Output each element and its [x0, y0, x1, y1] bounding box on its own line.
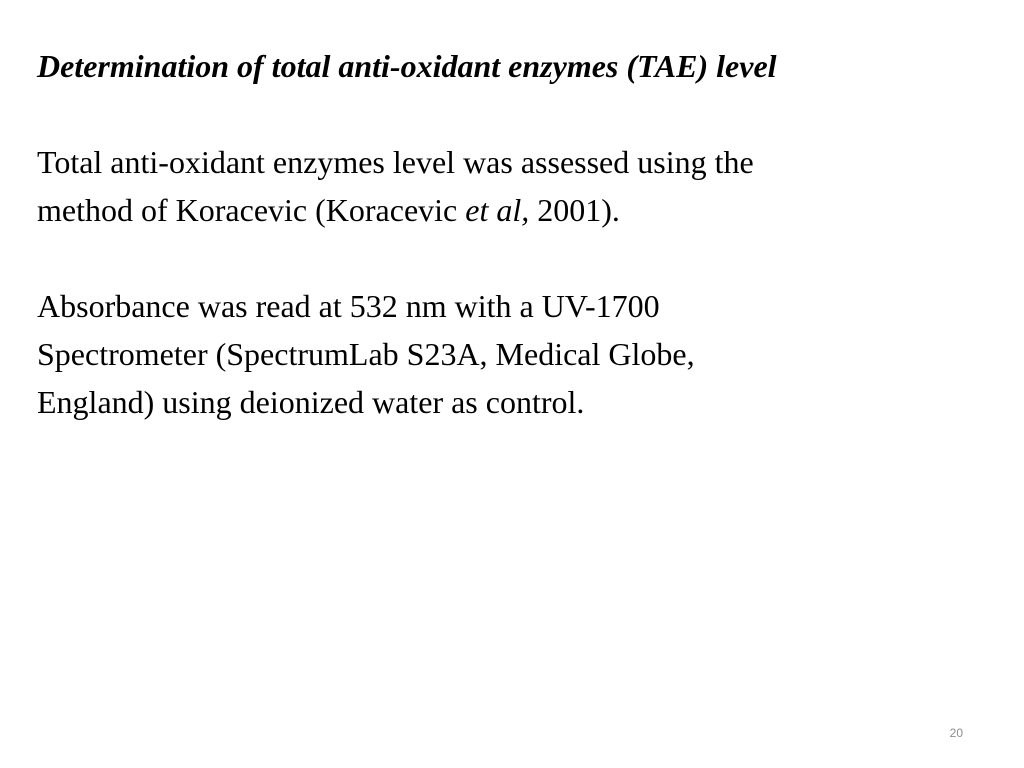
method-paragraph-line-2 — [37, 186, 987, 234]
slide-content — [37, 42, 987, 426]
absorbance-paragraph — [37, 282, 987, 426]
method-citation-text: method of Koracevic (Koracevic — [37, 192, 466, 228]
absorbance-paragraph-line-3: England) using deionized water as control. — [37, 384, 585, 420]
method-paragraph — [37, 138, 987, 234]
slide-title: Determination of total anti-oxidant enzymes (TAE) level — [37, 48, 777, 84]
method-paragraph-line-1: Total anti-oxidant enzymes level was assessed using the — [37, 144, 754, 180]
citation-year: 2001). — [529, 192, 620, 228]
page-number: 20 — [949, 726, 963, 740]
absorbance-paragraph-line-1: Absorbance was read at 532 nm with a UV-1700 — [37, 288, 660, 324]
absorbance-paragraph-line-2: Spectrometer (SpectrumLab S23A, Medical Globe, — [37, 336, 695, 372]
et-al-italic: et al, — [465, 192, 530, 228]
